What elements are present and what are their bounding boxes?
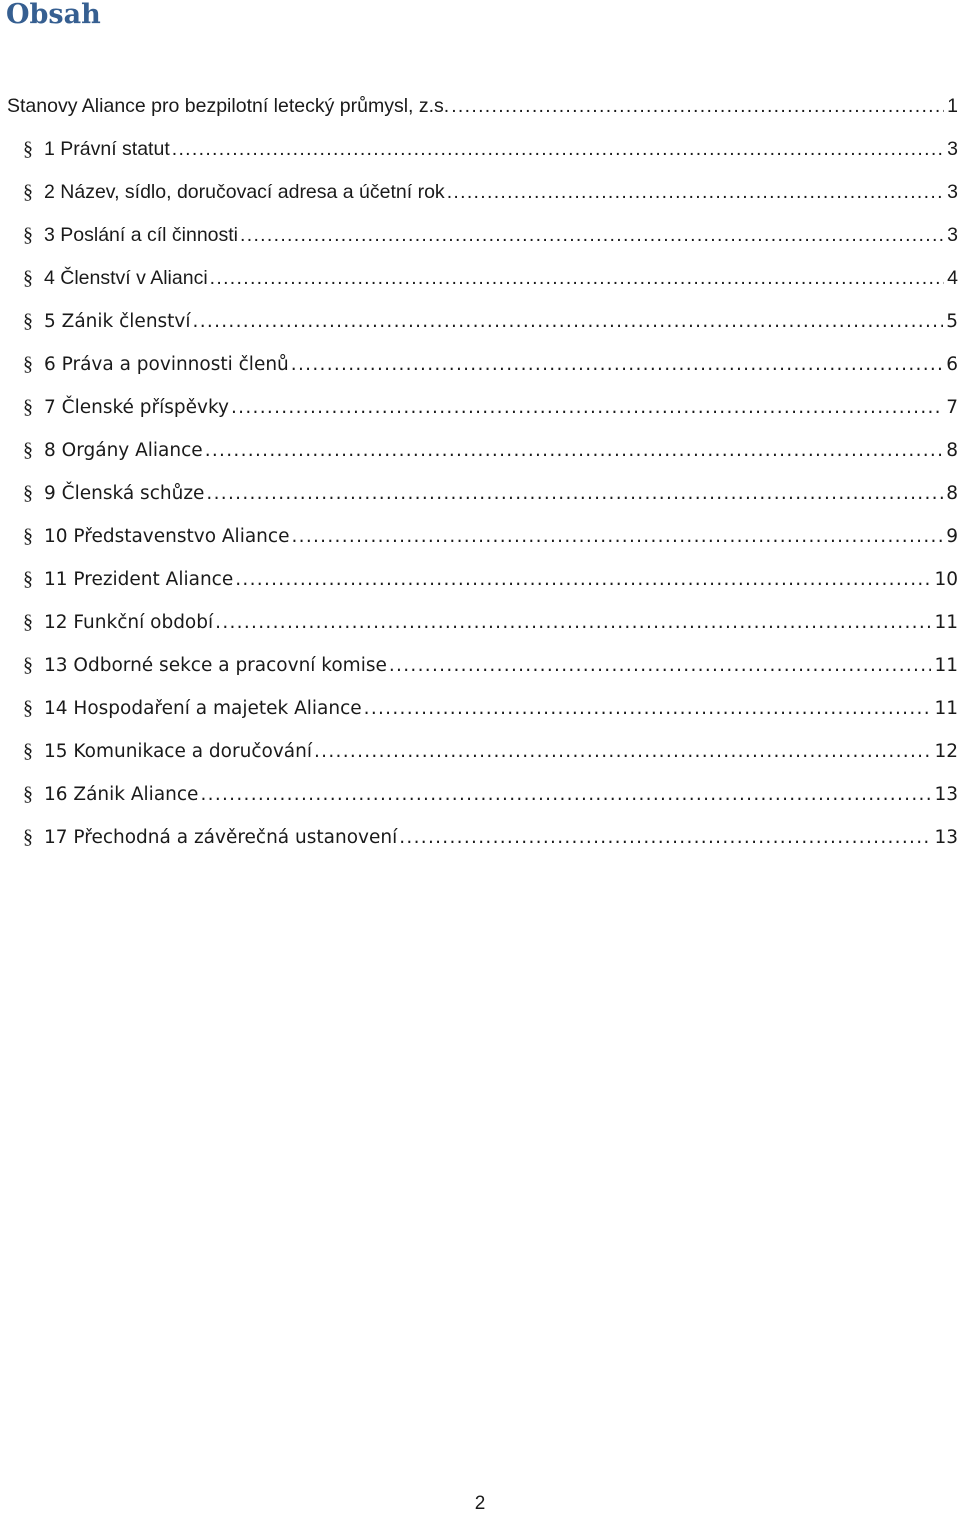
toc-entry[interactable] <box>0 515 960 558</box>
toc-entry[interactable] <box>0 816 960 859</box>
toc-page-number: 12 <box>934 741 958 762</box>
section-sign-icon: § <box>23 310 33 332</box>
toc-entry[interactable] <box>0 773 960 816</box>
dot-leader <box>389 655 932 676</box>
toc-entry-text: 15 Komunikace a doručování <box>44 741 312 762</box>
toc-entry-text: 1 Právní statut <box>44 138 170 160</box>
dot-leader <box>215 612 931 633</box>
toc-entry-text: 11 Prezident Aliance <box>44 569 234 590</box>
dot-leader <box>314 741 931 762</box>
toc-entry[interactable] <box>0 300 960 343</box>
section-sign-icon: § <box>23 482 33 504</box>
toc-title: Obsah <box>6 0 101 30</box>
toc-page-number: 8 <box>946 483 958 504</box>
toc-page-number: 13 <box>934 827 958 848</box>
toc-page-number: 3 <box>947 224 958 246</box>
section-sign-icon: § <box>23 826 33 848</box>
section-sign-icon: § <box>23 138 33 160</box>
toc-entry[interactable] <box>0 472 960 515</box>
section-sign-icon: § <box>23 697 33 719</box>
toc-page-number: 7 <box>946 397 958 418</box>
section-sign-icon: § <box>23 740 33 762</box>
toc-page-number: 6 <box>946 354 958 375</box>
toc-entry-text: 13 Odborné sekce a pracovní komise <box>44 655 387 676</box>
dot-leader <box>451 95 944 118</box>
section-sign-icon: § <box>23 525 33 547</box>
dot-leader <box>240 224 944 247</box>
toc-entry[interactable] <box>0 257 960 300</box>
toc-list <box>0 85 960 859</box>
toc-entry[interactable] <box>0 558 960 601</box>
toc-entry-text: 7 Členské příspěvky <box>44 397 229 418</box>
toc-entry-text: Stanovy Aliance pro bezpilotní letecký průmysl, z.s. <box>7 95 450 117</box>
toc-entry[interactable] <box>0 687 960 730</box>
section-sign-icon: § <box>23 267 33 289</box>
toc-page-number: 11 <box>934 698 958 719</box>
toc-entry[interactable] <box>0 171 960 214</box>
toc-entry[interactable] <box>0 730 960 773</box>
dot-leader <box>210 267 944 290</box>
toc-entry-text: 6 Práva a povinnosti členů <box>44 354 289 375</box>
toc-page-number: 8 <box>946 440 958 461</box>
toc-entry-text: 17 Přechodná a závěrečná ustanovení <box>44 827 398 848</box>
section-sign-icon: § <box>23 224 33 246</box>
dot-leader <box>206 483 943 504</box>
toc-entry[interactable] <box>0 429 960 472</box>
toc-page-number: 13 <box>934 784 958 805</box>
dot-leader <box>364 698 932 719</box>
toc-entry-text: 12 Funkční období <box>44 612 214 633</box>
section-sign-icon: § <box>23 783 33 805</box>
toc-page-number: 10 <box>934 569 958 590</box>
toc-entry[interactable] <box>0 128 960 171</box>
toc-entry-text: 4 Členství v Alianci <box>44 267 208 289</box>
section-sign-icon: § <box>23 439 33 461</box>
dot-leader <box>235 569 931 590</box>
dot-leader <box>193 311 944 332</box>
toc-entry[interactable] <box>0 214 960 257</box>
toc-page-number: 9 <box>946 526 958 547</box>
dot-leader <box>447 181 944 204</box>
toc-page-number: 5 <box>946 311 958 332</box>
toc-entry-text: 14 Hospodaření a majetek Aliance <box>44 698 362 719</box>
toc-page-number: 4 <box>947 267 958 289</box>
toc-entry-text: 9 Členská schůze <box>44 483 205 504</box>
page-number: 2 <box>474 1493 486 1514</box>
toc-page-number: 3 <box>947 138 958 160</box>
toc-entry-text: 3 Poslání a cíl činnosti <box>44 224 239 246</box>
toc-entry-text: 2 Název, sídlo, doručovací adresa a účetní rok <box>44 181 445 203</box>
toc-entry-text: 16 Zánik Aliance <box>44 784 199 805</box>
toc-page-number: 3 <box>947 181 958 203</box>
dot-leader <box>200 784 931 805</box>
toc-entry[interactable] <box>0 85 960 128</box>
toc-page-number: 11 <box>934 612 958 633</box>
section-sign-icon: § <box>23 353 33 375</box>
dot-leader <box>172 138 944 161</box>
toc-entry-text: 10 Představenstvo Aliance <box>44 526 290 547</box>
dot-leader <box>205 440 944 461</box>
toc-entry[interactable] <box>0 386 960 429</box>
toc-entry-text: 5 Zánik členství <box>44 311 191 332</box>
dot-leader <box>399 827 931 848</box>
toc-page-number: 11 <box>934 655 958 676</box>
section-sign-icon: § <box>23 654 33 676</box>
toc-entry[interactable] <box>0 343 960 386</box>
toc-entry[interactable] <box>0 644 960 687</box>
toc-entry[interactable] <box>0 601 960 644</box>
section-sign-icon: § <box>23 611 33 633</box>
section-sign-icon: § <box>23 568 33 590</box>
dot-leader <box>291 526 943 547</box>
section-sign-icon: § <box>23 181 33 203</box>
toc-entry-text: 8 Orgány Aliance <box>44 440 203 461</box>
dot-leader <box>291 354 943 375</box>
section-sign-icon: § <box>23 396 33 418</box>
dot-leader <box>231 397 943 418</box>
toc-page-number: 1 <box>947 95 958 117</box>
